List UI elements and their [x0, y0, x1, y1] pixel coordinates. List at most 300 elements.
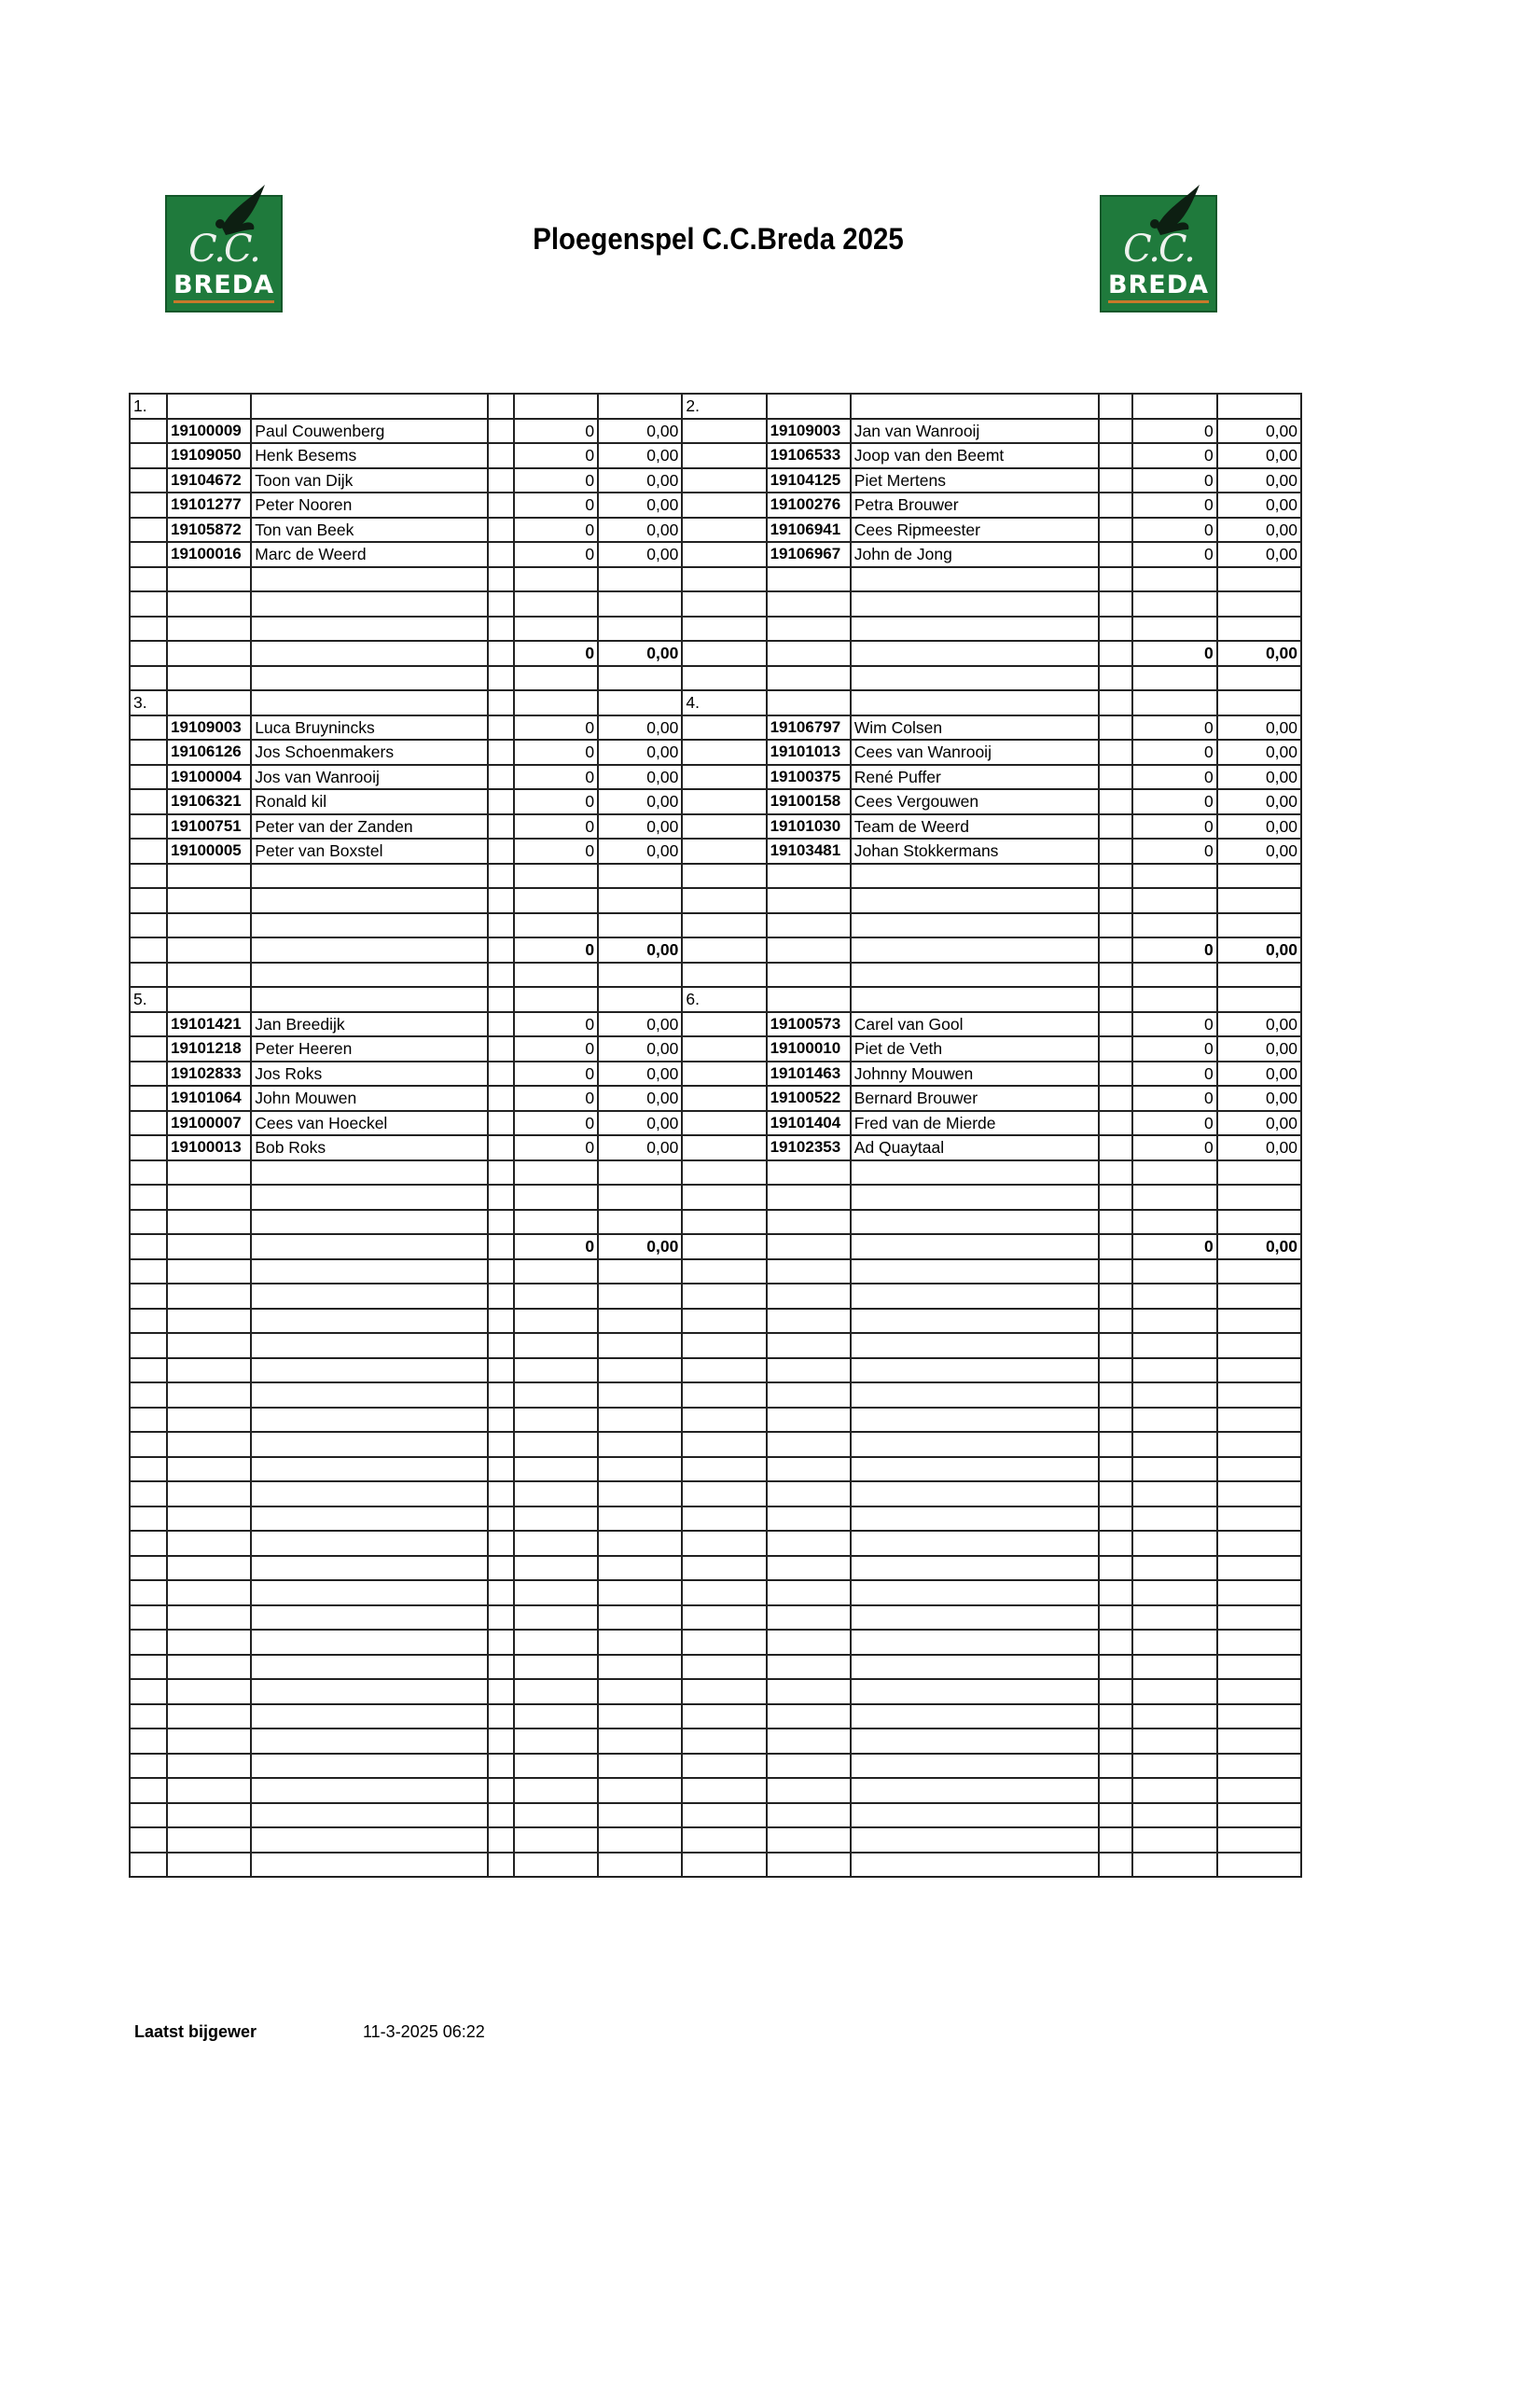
table-cell	[167, 913, 251, 938]
club-logo-right	[1099, 183, 1218, 313]
table-cell	[488, 1754, 514, 1779]
table-cell	[251, 1729, 488, 1754]
table-cell	[682, 1284, 766, 1309]
table-cell	[167, 1827, 251, 1853]
table-cell	[130, 888, 167, 913]
table-cell	[130, 567, 167, 592]
empty-row	[130, 1160, 1301, 1186]
team-number: 3.	[130, 690, 167, 715]
table-cell	[598, 1259, 682, 1284]
table-cell	[1099, 987, 1132, 1012]
table-cell	[598, 963, 682, 988]
player-points: 0	[1132, 419, 1216, 444]
player-name: Ton van Beek	[251, 518, 488, 543]
table-cell	[682, 443, 766, 468]
team-total-points: 0	[514, 1234, 598, 1259]
player-score: 0,00	[598, 542, 682, 567]
table-cell	[1099, 1185, 1132, 1210]
table-cell	[167, 666, 251, 691]
team-number: 1.	[130, 394, 167, 419]
table-cell	[598, 1358, 682, 1383]
player-score: 0,00	[1217, 1012, 1301, 1037]
table-cell	[682, 715, 766, 741]
table-cell	[130, 1234, 167, 1259]
table-cell	[1132, 963, 1216, 988]
table-cell	[251, 1234, 488, 1259]
table-cell	[1217, 1506, 1301, 1532]
player-score: 0,00	[1217, 1135, 1301, 1160]
player-points: 0	[514, 542, 598, 567]
table-cell	[598, 1531, 682, 1556]
player-row	[130, 740, 1301, 765]
table-cell	[167, 1333, 251, 1358]
player-row	[130, 518, 1301, 543]
table-cell	[598, 394, 682, 419]
empty-row	[130, 1432, 1301, 1457]
player-id: 19101404	[767, 1111, 851, 1136]
empty-row	[130, 1284, 1301, 1309]
table-cell	[251, 1408, 488, 1433]
table-cell	[251, 864, 488, 889]
empty-row	[130, 888, 1301, 913]
logo-name: BREDA	[173, 271, 275, 299]
table-cell	[767, 913, 851, 938]
empty-row	[130, 1655, 1301, 1680]
table-cell	[130, 715, 167, 741]
table-cell	[767, 1210, 851, 1235]
player-name: Piet de Veth	[851, 1036, 1100, 1062]
table-cell	[488, 1185, 514, 1210]
table-cell	[488, 1457, 514, 1482]
table-cell	[488, 1160, 514, 1186]
teams-table	[129, 393, 1302, 1878]
table-cell	[1099, 864, 1132, 889]
player-name: Johnny Mouwen	[851, 1062, 1100, 1087]
table-cell	[1099, 1408, 1132, 1433]
table-cell	[1132, 1408, 1216, 1433]
table-cell	[488, 1630, 514, 1655]
player-score: 0,00	[1217, 468, 1301, 493]
table-cell	[1217, 1358, 1301, 1383]
table-cell	[598, 1185, 682, 1210]
table-cell	[514, 1432, 598, 1457]
table-cell	[488, 814, 514, 840]
table-cell	[130, 1036, 167, 1062]
empty-row	[130, 1803, 1301, 1828]
table-cell	[1099, 1481, 1132, 1506]
table-cell	[767, 1506, 851, 1532]
table-cell	[488, 1408, 514, 1433]
player-id: 19104672	[167, 468, 251, 493]
table-cell	[682, 814, 766, 840]
table-cell	[130, 1210, 167, 1235]
team-total-row	[130, 641, 1301, 666]
logo-initials: C.C.	[1123, 228, 1194, 271]
player-points: 0	[1132, 518, 1216, 543]
team-total-score: 0,00	[598, 937, 682, 963]
table-cell	[1132, 1210, 1216, 1235]
table-cell	[851, 666, 1100, 691]
player-points: 0	[514, 443, 598, 468]
table-cell	[514, 864, 598, 889]
table-cell	[167, 1803, 251, 1828]
table-cell	[682, 1556, 766, 1581]
player-row	[130, 542, 1301, 567]
player-row	[130, 1086, 1301, 1111]
player-points: 0	[514, 1135, 598, 1160]
table-cell	[767, 864, 851, 889]
table-cell	[1099, 542, 1132, 567]
empty-row	[130, 1408, 1301, 1433]
player-name: Henk Besems	[251, 443, 488, 468]
table-cell	[1099, 913, 1132, 938]
table-cell	[251, 1284, 488, 1309]
player-row	[130, 839, 1301, 864]
table-cell	[167, 394, 251, 419]
table-cell	[167, 1284, 251, 1309]
table-cell	[1132, 1185, 1216, 1210]
player-row	[130, 1036, 1301, 1062]
table-cell	[851, 1457, 1100, 1482]
empty-row	[130, 1605, 1301, 1631]
table-cell	[488, 1655, 514, 1680]
player-name: Peter van Boxstel	[251, 839, 488, 864]
empty-row	[130, 1679, 1301, 1704]
table-cell	[598, 913, 682, 938]
table-cell	[767, 1382, 851, 1408]
table-cell	[851, 1234, 1100, 1259]
player-id: 19102353	[767, 1135, 851, 1160]
table-cell	[130, 1827, 167, 1853]
table-cell	[1099, 789, 1132, 814]
player-name: Piet Mertens	[851, 468, 1100, 493]
player-id: 19100010	[767, 1036, 851, 1062]
table-cell	[488, 1210, 514, 1235]
table-cell	[488, 789, 514, 814]
table-cell	[1132, 1803, 1216, 1828]
player-id: 19109050	[167, 443, 251, 468]
player-id: 19101030	[767, 814, 851, 840]
player-points: 0	[514, 1086, 598, 1111]
empty-row	[130, 1729, 1301, 1754]
table-cell	[488, 1284, 514, 1309]
table-cell	[514, 394, 598, 419]
table-cell	[488, 1481, 514, 1506]
table-cell	[130, 1556, 167, 1581]
player-name: Joop van den Beemt	[851, 443, 1100, 468]
table-cell	[130, 468, 167, 493]
table-cell	[130, 1655, 167, 1680]
empty-row	[130, 864, 1301, 889]
team-total-points: 0	[514, 937, 598, 963]
table-cell	[1132, 567, 1216, 592]
player-score: 0,00	[1217, 839, 1301, 864]
table-cell	[488, 1827, 514, 1853]
table-cell	[514, 1309, 598, 1334]
table-cell	[1099, 1853, 1132, 1878]
table-cell	[598, 1457, 682, 1482]
table-cell	[598, 1160, 682, 1186]
table-cell	[1217, 690, 1301, 715]
team-header-row	[130, 690, 1301, 715]
table-cell	[682, 937, 766, 963]
table-cell	[1132, 1853, 1216, 1878]
player-row	[130, 443, 1301, 468]
table-cell	[130, 591, 167, 617]
player-row	[130, 1135, 1301, 1160]
table-cell	[514, 1358, 598, 1383]
table-cell	[598, 1309, 682, 1334]
table-cell	[130, 1284, 167, 1309]
table-cell	[682, 468, 766, 493]
table-cell	[851, 1382, 1100, 1408]
table-cell	[682, 740, 766, 765]
table-cell	[682, 963, 766, 988]
table-cell	[767, 987, 851, 1012]
table-cell	[488, 1382, 514, 1408]
table-cell	[488, 1853, 514, 1878]
player-name: Jan van Wanrooij	[851, 419, 1100, 444]
table-cell	[1217, 591, 1301, 617]
player-id: 19109003	[167, 715, 251, 741]
table-cell	[251, 987, 488, 1012]
table-cell	[1132, 888, 1216, 913]
table-cell	[1099, 1778, 1132, 1803]
table-cell	[130, 765, 167, 790]
table-cell	[251, 1803, 488, 1828]
player-id: 19106126	[167, 740, 251, 765]
table-cell	[851, 1432, 1100, 1457]
table-cell	[1099, 1382, 1132, 1408]
table-cell	[251, 1185, 488, 1210]
table-cell	[1217, 1778, 1301, 1803]
player-score: 0,00	[1217, 518, 1301, 543]
table-cell	[130, 1605, 167, 1631]
table-cell	[767, 641, 851, 666]
table-cell	[1132, 987, 1216, 1012]
table-cell	[682, 1408, 766, 1433]
table-cell	[130, 1135, 167, 1160]
table-cell	[167, 1580, 251, 1605]
table-cell	[598, 1506, 682, 1532]
table-cell	[767, 1408, 851, 1433]
table-cell	[598, 1630, 682, 1655]
table-cell	[1099, 1259, 1132, 1284]
player-row	[130, 715, 1301, 741]
team-total-score: 0,00	[1217, 641, 1301, 666]
table-cell	[130, 864, 167, 889]
table-cell	[488, 666, 514, 691]
table-cell	[767, 1704, 851, 1729]
table-cell	[851, 1531, 1100, 1556]
player-score: 0,00	[598, 419, 682, 444]
table-cell	[1099, 1655, 1132, 1680]
table-cell	[130, 1630, 167, 1655]
table-cell	[1099, 1605, 1132, 1631]
empty-row	[130, 963, 1301, 988]
player-points: 0	[1132, 1111, 1216, 1136]
table-cell	[1099, 1234, 1132, 1259]
table-cell	[598, 1408, 682, 1433]
table-cell	[1099, 1358, 1132, 1383]
table-cell	[488, 1333, 514, 1358]
table-cell	[682, 789, 766, 814]
table-cell	[514, 913, 598, 938]
empty-row	[130, 1185, 1301, 1210]
table-cell	[1132, 1309, 1216, 1334]
table-cell	[251, 1259, 488, 1284]
table-cell	[130, 1481, 167, 1506]
table-cell	[514, 1185, 598, 1210]
table-cell	[1132, 1457, 1216, 1482]
table-cell	[514, 1556, 598, 1581]
player-points: 0	[1132, 542, 1216, 567]
table-cell	[514, 1382, 598, 1408]
table-cell	[488, 987, 514, 1012]
player-name: Jos Schoenmakers	[251, 740, 488, 765]
table-cell	[851, 1309, 1100, 1334]
table-cell	[1217, 1160, 1301, 1186]
table-cell	[851, 617, 1100, 642]
logo-name: BREDA	[1107, 271, 1210, 299]
table-cell	[1099, 1012, 1132, 1037]
table-cell	[251, 1358, 488, 1383]
page-title: Ploegenspel C.C.Breda 2025	[533, 222, 904, 256]
table-cell	[851, 690, 1100, 715]
table-cell	[130, 1358, 167, 1383]
player-points: 0	[1132, 493, 1216, 518]
player-id: 19102833	[167, 1062, 251, 1087]
table-cell	[167, 888, 251, 913]
club-logo-left	[164, 183, 284, 313]
table-cell	[167, 1408, 251, 1433]
table-cell	[767, 1284, 851, 1309]
table-cell	[1217, 1827, 1301, 1853]
player-points: 0	[1132, 1036, 1216, 1062]
player-points: 0	[514, 814, 598, 840]
table-cell	[851, 394, 1100, 419]
table-cell	[767, 1853, 851, 1878]
empty-row	[130, 1358, 1301, 1383]
table-cell	[514, 1827, 598, 1853]
player-name: Peter Heeren	[251, 1036, 488, 1062]
table-cell	[1217, 1284, 1301, 1309]
table-cell	[130, 1185, 167, 1210]
table-cell	[488, 1679, 514, 1704]
table-cell	[851, 641, 1100, 666]
table-cell	[488, 394, 514, 419]
team-number: 6.	[682, 987, 766, 1012]
player-id: 19100004	[167, 765, 251, 790]
player-name: Johan Stokkermans	[851, 839, 1100, 864]
table-cell	[1099, 740, 1132, 765]
table-cell	[251, 1827, 488, 1853]
table-cell	[167, 1234, 251, 1259]
table-cell	[1099, 1704, 1132, 1729]
table-cell	[488, 1605, 514, 1631]
table-cell	[598, 1803, 682, 1828]
table-cell	[514, 1333, 598, 1358]
table-cell	[851, 591, 1100, 617]
table-cell	[598, 888, 682, 913]
player-score: 0,00	[1217, 443, 1301, 468]
table-cell	[251, 641, 488, 666]
table-cell	[851, 1754, 1100, 1779]
table-cell	[1132, 690, 1216, 715]
player-id: 19103481	[767, 839, 851, 864]
table-cell	[1217, 1210, 1301, 1235]
player-score: 0,00	[1217, 1036, 1301, 1062]
table-cell	[767, 1803, 851, 1828]
table-cell	[514, 567, 598, 592]
table-cell	[682, 913, 766, 938]
table-cell	[514, 1408, 598, 1433]
table-cell	[598, 987, 682, 1012]
player-score: 0,00	[598, 715, 682, 741]
table-cell	[1217, 1803, 1301, 1828]
player-id: 19106941	[767, 518, 851, 543]
table-cell	[488, 567, 514, 592]
table-cell	[488, 1531, 514, 1556]
table-cell	[130, 641, 167, 666]
player-name: Cees Ripmeester	[851, 518, 1100, 543]
table-cell	[1217, 1655, 1301, 1680]
table-cell	[851, 1506, 1100, 1532]
player-points: 0	[514, 468, 598, 493]
table-cell	[767, 1580, 851, 1605]
table-cell	[167, 1358, 251, 1383]
table-cell	[598, 1580, 682, 1605]
table-cell	[851, 1778, 1100, 1803]
empty-row	[130, 1754, 1301, 1779]
table-cell	[130, 542, 167, 567]
player-score: 0,00	[598, 1062, 682, 1087]
table-cell	[514, 1481, 598, 1506]
table-cell	[598, 567, 682, 592]
empty-row	[130, 913, 1301, 938]
table-cell	[682, 839, 766, 864]
table-cell	[251, 1630, 488, 1655]
table-cell	[851, 1704, 1100, 1729]
player-name: Cees van Hoeckel	[251, 1111, 488, 1136]
empty-row	[130, 1853, 1301, 1878]
table-cell	[514, 591, 598, 617]
table-cell	[682, 1135, 766, 1160]
table-cell	[251, 666, 488, 691]
table-cell	[767, 888, 851, 913]
table-cell	[1099, 839, 1132, 864]
table-cell	[1099, 1210, 1132, 1235]
table-cell	[488, 1778, 514, 1803]
empty-row	[130, 1506, 1301, 1532]
table-cell	[488, 419, 514, 444]
player-score: 0,00	[598, 789, 682, 814]
table-cell	[488, 1234, 514, 1259]
table-cell	[1132, 1679, 1216, 1704]
table-cell	[1132, 1630, 1216, 1655]
player-points: 0	[514, 419, 598, 444]
player-points: 0	[1132, 814, 1216, 840]
table-cell	[1099, 567, 1132, 592]
table-cell	[851, 1853, 1100, 1878]
table-cell	[851, 864, 1100, 889]
table-cell	[251, 1853, 488, 1878]
player-name: Team de Weerd	[851, 814, 1100, 840]
table-cell	[598, 690, 682, 715]
table-cell	[130, 814, 167, 840]
table-cell	[251, 567, 488, 592]
team-number: 2.	[682, 394, 766, 419]
